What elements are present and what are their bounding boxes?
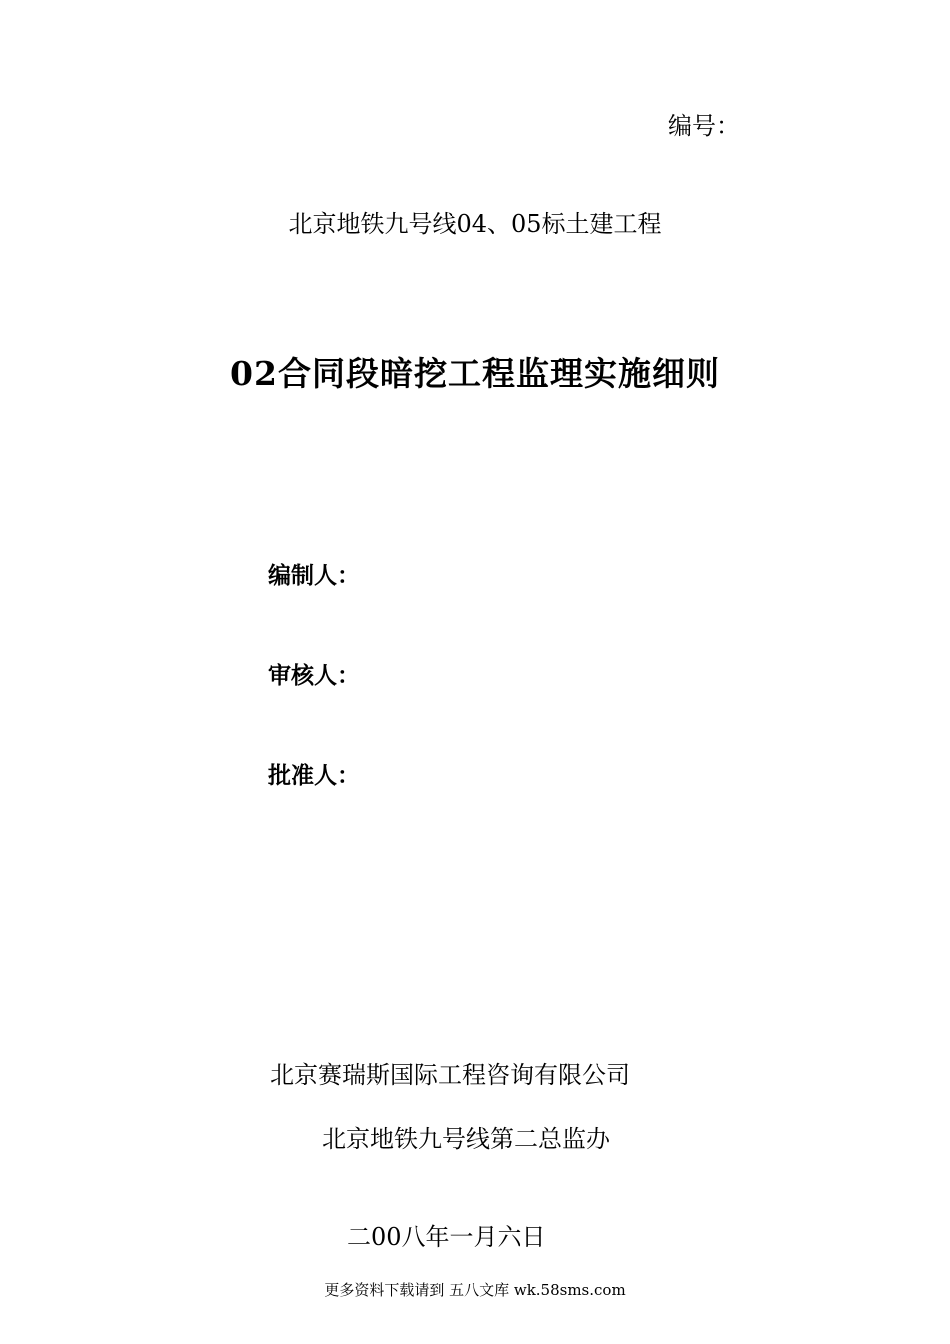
reviewer-label: 审核人： (268, 662, 360, 689)
approver-label: 批准人： (268, 762, 360, 789)
project-name: 北京地铁九号线04、05标土建工程 (288, 210, 662, 238)
document-title: 02合同段暗挖工程监理实施细则 (230, 354, 720, 393)
issuing-company: 北京赛瑞斯国际工程咨询有限公司 (270, 1061, 630, 1089)
compiler-label: 编制人： (268, 562, 360, 589)
issue-date: 二00八年一月六日 (347, 1223, 546, 1251)
issuing-office: 北京地铁九号线第二总监办 (322, 1125, 610, 1153)
footer-download-note: 更多资料下载请到 五八文库 wk.58sms.com (324, 1281, 626, 1299)
document-number-label: 编号： (668, 112, 740, 140)
